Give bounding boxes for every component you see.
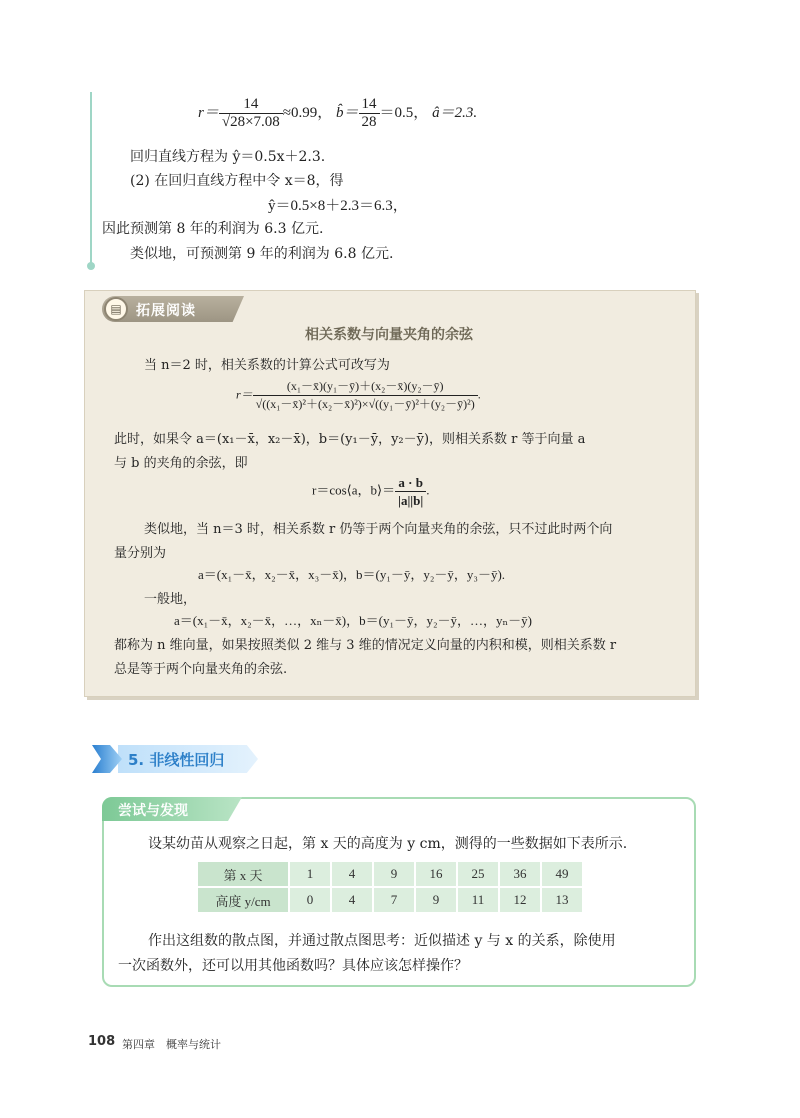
data-table — [196, 860, 584, 914]
b-denominator: 28 — [361, 114, 377, 130]
r-fraction — [219, 96, 283, 131]
b-lhs: b̂＝ — [336, 104, 359, 121]
table-cell: 36 — [500, 862, 540, 886]
reading-r-end: . — [477, 387, 481, 402]
three-dim-vectors: a＝(x₁－x̄，x₂－x̄，x₃－x̄)，b＝(y₁－ȳ，y₂－ȳ，y₃－ȳ). — [198, 567, 506, 582]
r-numerator: 14 — [219, 96, 283, 114]
table-cell: 49 — [542, 862, 582, 886]
cos-denominator: |a||b| — [398, 493, 424, 508]
cos-end: . — [426, 482, 430, 498]
cosine-formula — [312, 474, 430, 509]
table-cell: 12 — [500, 888, 540, 912]
prediction-year9: 类似地，可预测第 9 年的利润为 6.8 亿元. — [130, 246, 394, 262]
table-cell: 16 — [416, 862, 456, 886]
try-question-1: 作出这组数的散点图，并通过散点图思考：近似描述 y 与 x 的关系，除使用 — [148, 933, 616, 949]
regression-line-text: 回归直线方程为 ŷ＝0.5x＋2.3. — [130, 149, 326, 165]
book-icon: ▤ — [104, 297, 128, 321]
b-rest: ＝0.5， — [379, 104, 429, 121]
table-cell: 7 — [374, 888, 414, 912]
r-denominator: √28×7.08 — [221, 114, 280, 130]
table-cell: 0 — [290, 888, 330, 912]
extended-reading-label: 拓展阅读 — [136, 303, 196, 319]
table-cell: 1 — [290, 862, 330, 886]
cos-numerator: a · b — [395, 474, 426, 492]
reading-paragraph-5a: 都称为 n 维向量，如果按照类似 2 维与 3 维的情况定义向量的内积和模，则相关系数 r — [114, 638, 617, 653]
table-cell: 25 — [458, 862, 498, 886]
table-row-height — [198, 888, 582, 912]
cos-lhs: r＝cos⟨a，b⟩＝ — [312, 482, 396, 498]
reading-r-formula — [236, 378, 481, 413]
reading-paragraph-1: 当 n＝2 时，相关系数的计算公式可改写为 — [144, 358, 390, 373]
table-cell: 4 — [332, 862, 372, 886]
reading-r-lhs: r＝ — [236, 387, 253, 402]
prediction-equation: ŷ＝0.5×8＋2.3＝6.3， — [268, 198, 408, 214]
try-intro: 设某幼苗从观察之日起，第 x 天的高度为 y cm，测得的一些数据如下表所示. — [148, 836, 628, 852]
b-numerator: 14 — [359, 96, 380, 114]
table-head-height: 高度 y/cm — [198, 888, 288, 912]
try-discover-label: 尝试与发现 — [118, 803, 188, 819]
table-cell: 11 — [458, 888, 498, 912]
table-row-day — [198, 862, 582, 886]
chapter-title: 第四章 概率与统计 — [122, 1038, 221, 1051]
page-number: 108 — [88, 1034, 116, 1049]
a-equation: â＝2.3. — [432, 104, 478, 121]
table-cell: 13 — [542, 888, 582, 912]
table-cell: 9 — [416, 888, 456, 912]
reading-paragraph-3a: 类似地，当 n＝3 时，相关系数 r 仍等于两个向量夹角的余弦，只不过此时两个向 — [144, 522, 613, 537]
reading-paragraph-4: 一般地， — [144, 592, 197, 607]
margin-rule — [90, 92, 92, 267]
prediction-year8: 因此预测第 8 年的利润为 6.3 亿元. — [102, 221, 324, 237]
table-cell: 9 — [374, 862, 414, 886]
correlation-formula — [198, 96, 477, 131]
reading-r-fraction — [253, 378, 478, 413]
reading-paragraph-2a: 此时，如果令 a＝(x₁－x̄，x₂－x̄)，b＝(y₁－ȳ，y₂－ȳ)，则相关系数 r 等于向量 a — [114, 432, 586, 447]
substitute-text: (2) 在回归直线方程中令 x＝8，得 — [130, 173, 344, 189]
reading-r-numerator: (x₁－x̄)(y₁－ȳ)＋(x₂－x̄)(y₂－ȳ) — [253, 378, 478, 396]
reading-r-denominator: √((x₁－x̄)²＋(x₂－x̄)²)×√((y₁－ȳ)²＋(y₂－ȳ)²) — [255, 397, 475, 411]
extended-reading-title: 相关系数与向量夹角的余弦 — [305, 327, 473, 343]
b-fraction — [359, 96, 380, 131]
r-approx: ≈0.99， — [282, 104, 333, 121]
margin-rule-dot — [87, 262, 95, 270]
table-cell: 4 — [332, 888, 372, 912]
table-head-day: 第 x 天 — [198, 862, 288, 886]
section-title: 5. 非线性回归 — [128, 751, 225, 769]
cos-fraction — [395, 474, 426, 509]
n-dim-vectors: a＝(x₁－x̄，x₂－x̄，…，xₙ－x̄)，b＝(y₁－ȳ，y₂－ȳ，…，yₙ－ȳ) — [174, 613, 532, 628]
r-lhs: r＝ — [198, 104, 219, 121]
reading-paragraph-5b: 总是等于两个向量夹角的余弦. — [114, 662, 288, 677]
reading-paragraph-2b: 与 b 的夹角的余弦，即 — [114, 456, 248, 471]
reading-paragraph-3b: 量分别为 — [114, 546, 167, 561]
try-question-2: 一次函数外，还可以用其他函数吗？具体应该怎样操作？ — [118, 958, 468, 974]
section-arrow-icon — [92, 745, 122, 773]
